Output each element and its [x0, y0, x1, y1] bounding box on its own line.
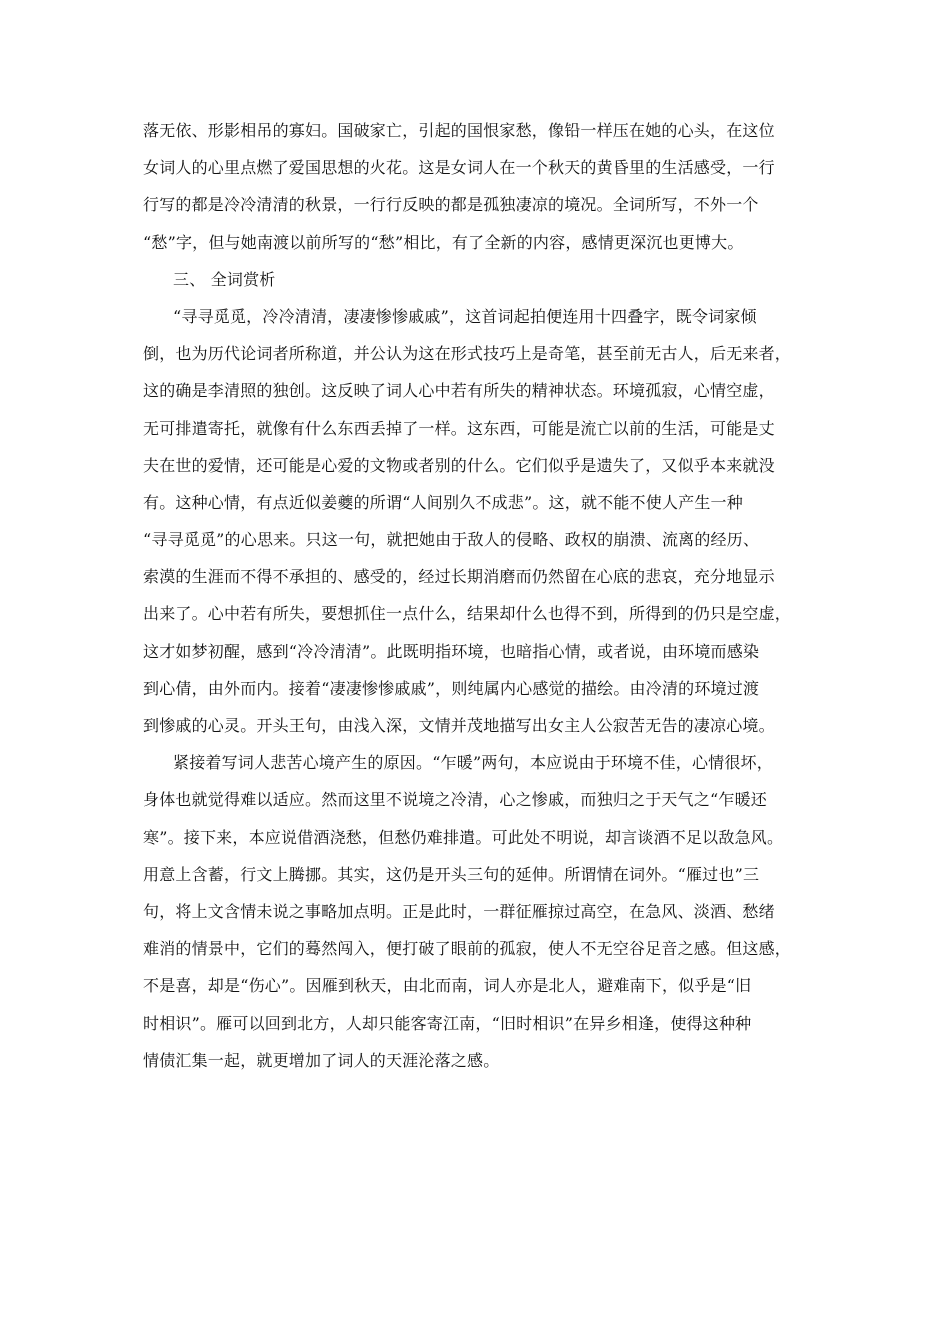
- text-line: 到惨戚的心灵。开头王句，由浅入深，文情并茂地描写出女主人公寂苦无告的凄凉心境。: [143, 716, 775, 735]
- text-line: 身体也就觉得难以适应。然而这里不说境之冷清，心之惨戚，而独归之于天气之“乍暖还: [143, 790, 767, 810]
- text-line: 这的确是李清照的独创。这反映了词人心中若有所失的精神状态。环境孤寂，心情空虚，: [143, 381, 775, 401]
- text-line: 难消的情景中，它们的蓦然闯入，便打破了眼前的孤寂，使人不无空谷足音之感。但这感，: [143, 939, 792, 959]
- body-text: [143, 112, 813, 1079]
- text-line: 到心倩，由外而内。接着“凄凄惨惨戚戚”，则纯属内心感觉的描绘。由冷清的环境过渡: [143, 678, 760, 698]
- text-line: 夫在世的爱情，还可能是心爱的文物或者别的什么。它们似乎是遗失了，又似乎本来就没: [143, 455, 775, 475]
- text-line: 无可排遣寄托，就像有什么东西丢掉了一样。这东西，可能是流亡以前的生活，可能是丈: [143, 418, 775, 438]
- text-line: 时相识”。雁可以回到北方，人却只能客寄江南，“旧时相识”在异乡相逢，使得这种种: [143, 1013, 752, 1033]
- text-line: 行写的都是冷冷清清的秋景，一行行反映的都是孤独凄凉的境况。全词所写，不外一个: [143, 195, 759, 215]
- text-line: 倒，也为历代论词者所称道，并公认为这在形式技巧上是奇笔，甚至前无古人，后无来者，: [143, 344, 792, 364]
- text-line: 索漠的生涯而不得不承担的、感受的，经过长期消磨而仍然留在心底的悲哀，充分地显示: [143, 567, 775, 587]
- text-line: 落无依、形影相吊的寡妇。国破家亡，引起的国恨家愁，像铅一样压在她的心头，在这位: [143, 121, 775, 140]
- text-line: 用意上含蓄，行文上腾挪。其实，这仍是开头三句的延伸。所谓情在词外。“雁过也”三: [143, 864, 760, 884]
- text-line: 紧接着写词人悲苦心境产生的原因。“乍暖”两句，本应说由于环境不佳，心情很坏，: [173, 753, 773, 773]
- text-line: 有。这种心情，有点近似姜夔的所谓“人间别久不成悲”。这，就不能不使人产生一种: [143, 492, 743, 512]
- text-line: 这才如梦初醒，感到“冷冷清清”。此既明指环境，也暗指心情，或者说，由环境而感染: [143, 641, 760, 661]
- section-heading: 三、 全词赏析: [173, 269, 276, 289]
- text-line: 情债汇集一起，就更增加了词人的天涯沦落之感。: [143, 1050, 500, 1070]
- text-line: 寒”。接下来，本应说借酒浇愁，但愁仍难排遣。可此处不明说，却言谈酒不足以敌急风。: [143, 827, 784, 847]
- text-line: 不是喜，却是“伤心”。因雁到秋天，由北而南，词人亦是北人，避难南下，似乎是“旧: [143, 976, 752, 996]
- text-line: 女词人的心里点燃了爱国思想的火花。这是女词人在一个秋天的黄昏里的生活感受，一行: [143, 158, 775, 178]
- text-line: “寻寻觅觅，冷冷清清，凄凄惨惨戚戚”，这首词起拍便连用十四叠字，既令词家倾: [173, 306, 757, 326]
- text-line: 出来了。心中若有所失，要想抓住一点什么，结果却什么也得不到，所得到的仍只是空虚，: [143, 604, 792, 624]
- text-line: “寻寻觅觅”的心思来。只这一句，就把她由于敌人的侵略、政权的崩溃、流离的经历、: [143, 530, 760, 550]
- text-line: “愁”字，但与她南渡以前所写的“愁”相比，有了全新的内容，感情更深沉也更博大。: [143, 232, 744, 252]
- text-line: 句，将上文含情未说之事略加点明。正是此时，一群征雁掠过高空，在急风、淡酒、愁绪: [143, 901, 775, 921]
